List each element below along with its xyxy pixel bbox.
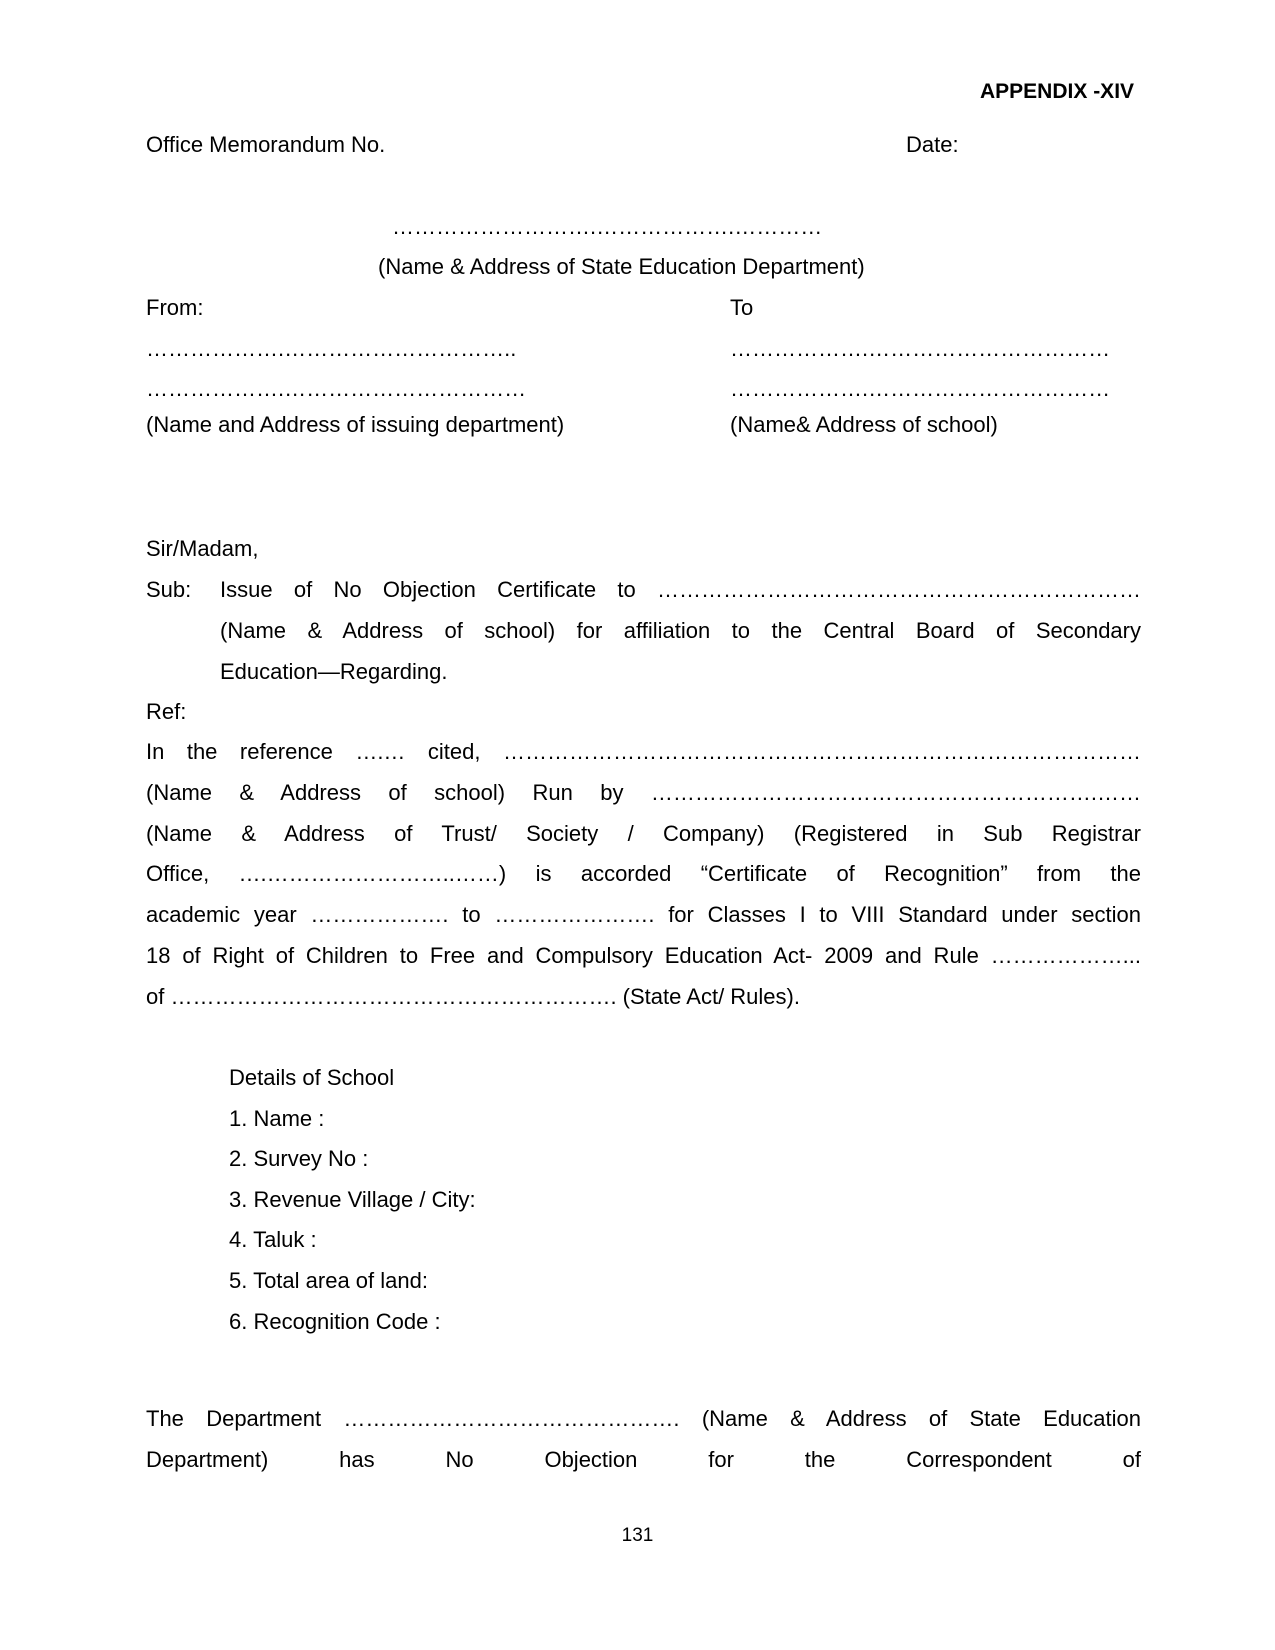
details-heading: Details of School (229, 1065, 395, 1090)
body-line-6: 18 of Right of Children to Free and Compulsory Education Act- 2009 and Rule ………………... (146, 943, 1141, 968)
to-line-1: ……………….…………………………… (730, 336, 1111, 361)
page-number: 131 (621, 1525, 654, 1546)
details-item: 2. Survey No : (229, 1146, 369, 1171)
from-line-2: ……………….…………………………… (146, 376, 527, 401)
closing-line-1: The Department ………………………………………. (Name & Address of State Education (146, 1406, 1141, 1431)
details-item: 1. Name : (229, 1106, 325, 1131)
details-item: 3. Revenue Village / City: (229, 1187, 476, 1212)
from-caption: (Name and Address of issuing department) (146, 412, 565, 437)
details-item: 5. Total area of land: (229, 1268, 428, 1293)
subject-line-1: Issue of No Objection Certificate to ………………………………………………………… (220, 577, 1141, 602)
from-label: From: (146, 295, 204, 320)
state-dept-dots: ……………………….……………….………… (392, 214, 823, 239)
body-line-4: Office, ….……………………..……) is accorded “Certificate of Recognition” from the (146, 861, 1141, 886)
date-label: Date: (906, 132, 959, 157)
body-line-1: In the reference ….… cited, …………………………………………………………………………… (146, 739, 1141, 764)
ref-label: Ref: (146, 699, 187, 724)
to-caption: (Name& Address of school) (730, 412, 998, 437)
subject-line-2: (Name & Address of school) for affiliation to the Central Board of Secondary (220, 618, 1141, 643)
body-line-5: academic year ………………. to …………………. for Classes I to VIII Standard under section (146, 902, 1141, 927)
body-line-2: (Name & Address of school) Run by …………………………………………………….…… (146, 780, 1141, 805)
details-item: 4. Taluk : (229, 1227, 317, 1252)
to-line-2: ……………….…………………………… (730, 376, 1111, 401)
from-line-1: ……………….………………………….. (146, 336, 517, 361)
to-label: To (730, 295, 754, 320)
body-line-7: of ……………………………………………………. (State Act/ Rules). (146, 984, 800, 1009)
memo-number-label: Office Memorandum No. (146, 132, 386, 157)
closing-line-2: Department) has No Objection for the Correspondent of (146, 1447, 1141, 1472)
salutation: Sir/Madam, (146, 536, 259, 561)
subject-label: Sub: (146, 577, 192, 602)
subject-line-3: Education—Regarding. (220, 659, 448, 684)
state-dept-caption: (Name & Address of State Education Department) (378, 254, 865, 279)
body-line-3: (Name & Address of Trust/ Society / Company) (Registered in Sub Registrar (146, 821, 1141, 846)
details-item: 6. Recognition Code : (229, 1309, 441, 1334)
appendix-label: APPENDIX -XIV (980, 80, 1135, 103)
